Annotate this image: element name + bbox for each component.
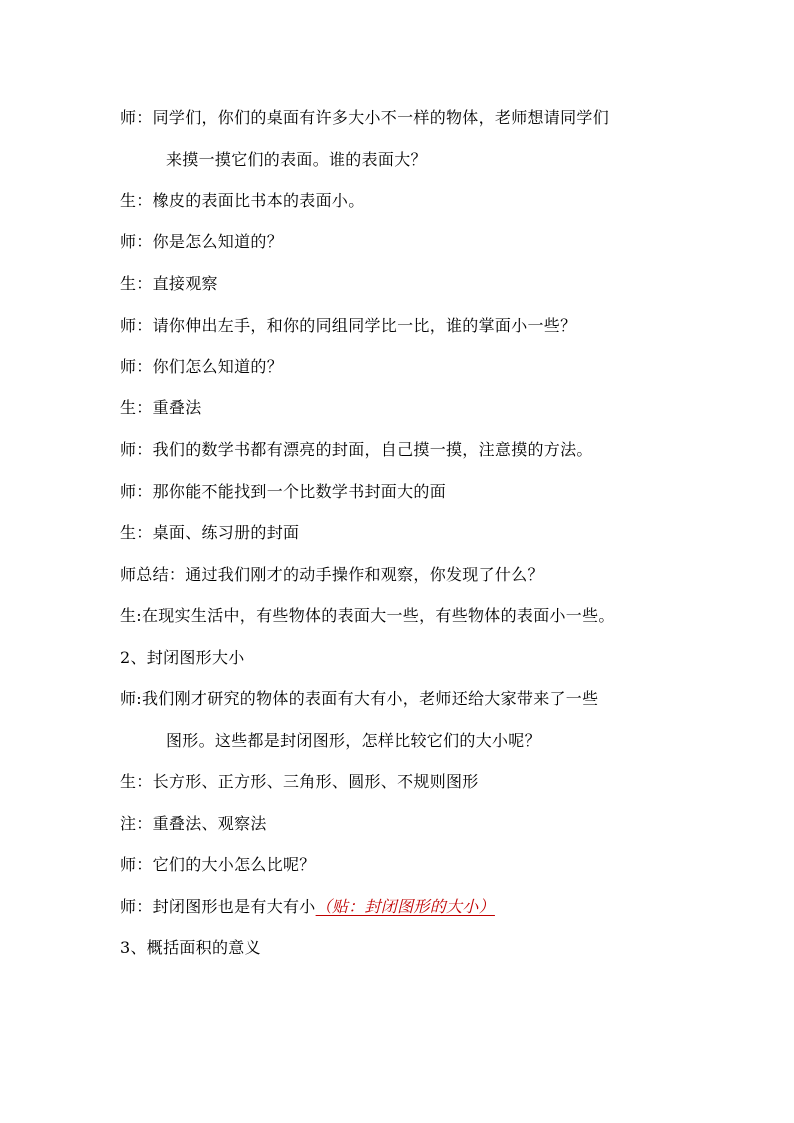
dialogue-line-3: 师：你是怎么知道的？ <box>120 232 284 251</box>
dialogue-line-2: 生：橡皮的表面比书本的表面小。 <box>120 191 365 210</box>
dialogue-line-1: 师：同学们，你们的桌面有许多大小不一样的物体，老师想请同学们 <box>120 108 610 127</box>
dialogue-line-12: 生:在现实生活中，有些物体的表面大一些，有些物体的表面小一些。 <box>120 606 615 625</box>
dialogue-line-10: 生：桌面、练习册的封面 <box>120 523 300 542</box>
dialogue-line-17 <box>120 897 495 917</box>
dialogue-line-13: 师:我们刚才研究的物体的表面有大有小，老师还给大家带来了一些 <box>120 689 599 708</box>
dialogue-line-14: 生：长方形、正方形、三角形、圆形、不规则图形 <box>120 772 479 791</box>
dialogue-line-4: 生：直接观察 <box>120 274 218 293</box>
posting-note: （贴：封闭图形的大小） <box>315 897 495 916</box>
dialogue-line-15: 注：重叠法、观察法 <box>120 814 267 833</box>
dialogue-line-9: 师：那你能不能找到一个比数学书封面大的面 <box>120 482 447 501</box>
dialogue-line-11: 师总结：通过我们刚才的动手操作和观察，你发现了什么？ <box>120 565 544 584</box>
dialogue-line-8: 师：我们的数学书都有漂亮的封面，自己摸一摸，注意摸的方法。 <box>120 440 593 459</box>
dialogue-line-1-continued: 来摸一摸它们的表面。谁的表面大？ <box>166 150 427 169</box>
section-heading-3: 3、概括面积的意义 <box>120 938 261 957</box>
dialogue-line-6: 师：你们怎么知道的？ <box>120 357 284 376</box>
dialogue-line-13-continued: 图形。这些都是封闭图形，怎样比较它们的大小呢？ <box>166 731 541 750</box>
dialogue-line-17-text: 师：封闭图形也是有大有小 <box>120 897 316 916</box>
dialogue-line-16: 师：它们的大小怎么比呢？ <box>120 855 316 874</box>
section-heading-2: 2、封闭图形大小 <box>120 648 245 667</box>
dialogue-line-7: 生：重叠法 <box>120 398 202 417</box>
dialogue-line-5: 师：请你伸出左手，和你的同组同学比一比，谁的掌面小一些？ <box>120 316 577 335</box>
